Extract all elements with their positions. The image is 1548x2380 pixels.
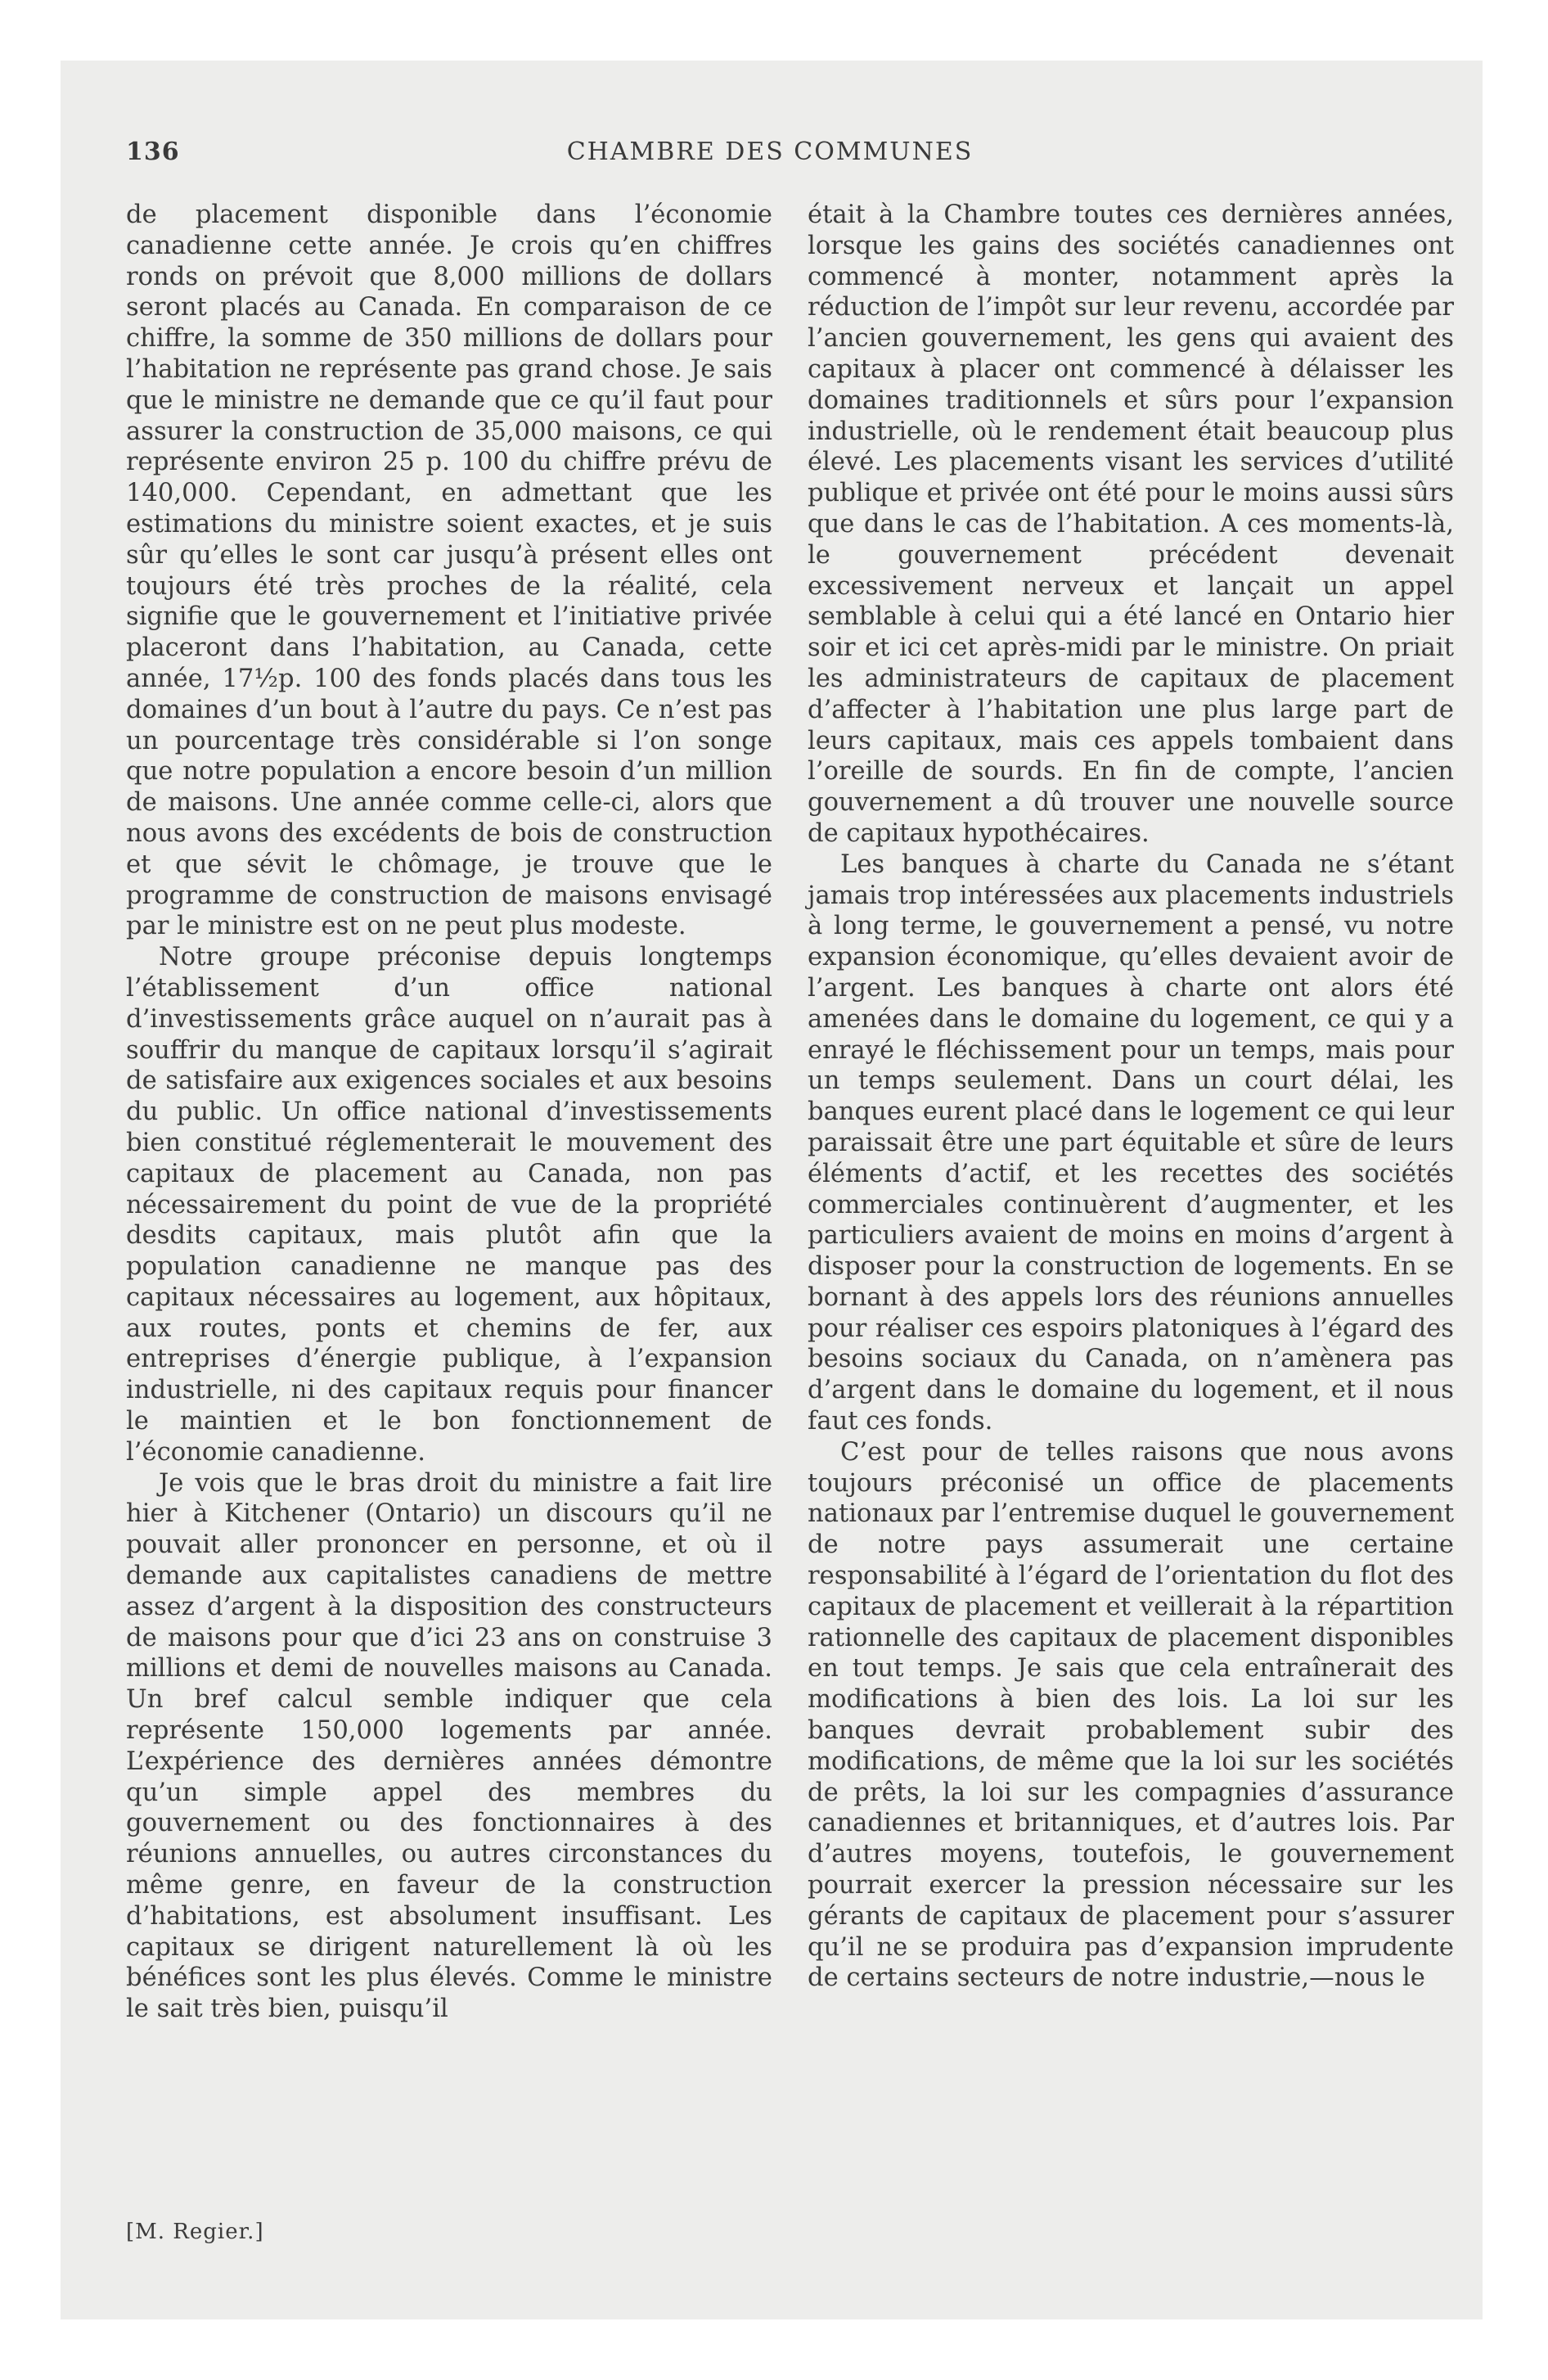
speaker-attribution: [M. Regier.] [126, 2220, 264, 2244]
paragraph: était à la Chambre toutes ces dernières années, lorsque les gains des sociétés canadiennes ont commencé à monter, notamment après la réduction de l’impôt sur leur revenu, accordée par l’ancien gouvernement, les gens qui avaient des capitaux à placer ont commencé à délaisser les domaines traditionnels et sûrs pour l’expansion industrielle, où le rendement était beaucoup plus élevé. Les placements visant les services d’utilité publique et privée ont été pour le moins aussi sûrs que dans le cas de l’habitation. A ces moments-là, le gouvernement précédent devenait excessivement nerveux et lançait un appel semblable à celui qui a été lancé en Ontario hier soir et ici cet après-midi par le ministre. On priait les administrateurs de capitaux de placement d’affecter à l’habitation une plus large part de leurs capitaux, mais ces appels tombaient dans l’oreille de sourds. En fin de compte, l’ancien gouvernement a dû trouver une nouvelle source de capitaux hypothécaires. [808, 201, 1454, 848]
page-number: 136 [126, 137, 180, 166]
paragraph: Je vois que le bras droit du ministre a fait lire hier à Kitchener (Ontario) un discours qu’il ne pouvait aller prononcer en personne, et où il demande aux capitalistes canadiens de mettre assez d’argent à la disposition des constructeurs de maisons pour que d’ici 23 ans on construise 3 millions et demi de nouvelles maisons au Canada. Un bref calcul semble indiquer que cela représente 150,000 logements par année. L’expérience des dernières années démontre qu’un simple appel des membres du gouvernement ou des fonctionnaires à des réunions annuelles, ou autres circonstances du même genre, en faveur de la construction d’habitations, est absolument insuffisant. Les capitaux se dirigent naturellement là où les bénéfices sont les plus élevés. Comme le ministre le sait très bien, puisqu’il [126, 1468, 772, 2024]
paragraph: Notre groupe préconise depuis longtemps l’établissement d’un office national d’investissements grâce auquel on n’aurait pas à souffrir du manque de capitaux lorsqu’il s’agirait de satisfaire aux exigences sociales et aux besoins du public. Un office national d’investissements bien constitué réglementerait le mouvement des capitaux de placement au Canada, non pas nécessairement du point de vue de la propriété desdits capitaux, mais plutôt afin que la population canadienne ne manque pas des capitaux nécessaires au logement, aux hôpitaux, aux routes, ponts et chemins de fer, aux entreprises d’énergie publique, à l’expansion industrielle, ni des capitaux requis pour financer le maintien et le bon fonctionnement de l’économie canadienne. [126, 943, 772, 1467]
running-title: CHAMBRE DES COMMUNES [566, 137, 974, 166]
right-column [808, 200, 1454, 1994]
paragraph: de placement disponible dans l’économie canadienne cette année. Je crois qu’en chiffres ronds on prévoit que 8,000 millions de dollars seront placés au Canada. En comparaison de ce chiffre, la somme de 350 millions de dollars pour l’habitation ne représente pas grand chose. Je sais que le ministre ne demande que ce qu’il faut pour assurer la construction de 35,000 maisons, ce qui représente environ 25 p. 100 du chiffre prévu de 140,000. Cependant, en admettant que les estimations du ministre soient exactes, et je suis sûr qu’elles le sont car jusqu’à présent elles ont toujours été très proches de la réalité, cela signifie que le gouvernement et l’initiative privée placeront dans l’habitation, au Canada, cette année, 17½p. 100 des fonds placés dans tous les domaines d’un bout à l’autre du pays. Ce n’est pas un pourcentage très considérable si l’on songe que notre population a encore besoin d’un million de maisons. Une année comme celle-ci, alors que nous avons des excédents de bois de construction et que sévit le chômage, je trouve que le programme de construction de maisons envisagé par le ministre est on ne peut plus modeste. [126, 201, 772, 941]
page-header [126, 137, 1414, 178]
paragraph: Les banques à charte du Canada ne s’étant jamais trop intéressées aux placements industriels à long terme, le gouvernement a pensé, vu notre expansion économique, qu’elles devaient avoir de l’argent. Les banques à charte ont alors été amenées dans le domaine du logement, ce qui y a enrayé le fléchissement pour un temps, mais pour un temps seulement. Dans un court délai, les banques eurent placé dans le logement ce qui leur paraissait être une part équitable et sûre de leurs éléments d’actif, et les recettes des sociétés commerciales continuèrent d’augmenter, et les particuliers avaient de moins en moins d’argent à disposer pour la construction de logements. En se bornant à des appels lors des réunions annuelles pour réaliser ces espoirs platoniques à l’égard des besoins sociaux du Canada, on n’amènera pas d’argent dans le domaine du logement, et il nous faut ces fonds. [808, 850, 1454, 1436]
paragraph: C’est pour de telles raisons que nous avons toujours préconisé un office de placements nationaux par l’entremise duquel le gouvernement de notre pays assumerait une certaine responsabilité à l’égard de l’orientation du flot des capitaux de placement et veillerait à la répartition rationnelle des capitaux de placement disponibles en tout temps. Je sais que cela entraînerait des modifications à bien des lois. La loi sur les banques devrait probablement subir des modifications, de même que la loi sur les sociétés de prêts, la loi sur les compagnies d’assurance canadiennes et britanniques, et d’autres lois. Par d’autres moyens, toutefois, le gouvernement pourrait exercer la pression nécessaire sur les gérants de capitaux de placement pour s’assurer qu’il ne se produira pas d’expansion imprudente de certains secteurs de notre industrie,—nous le [808, 1437, 1454, 1993]
left-column [126, 200, 772, 2025]
